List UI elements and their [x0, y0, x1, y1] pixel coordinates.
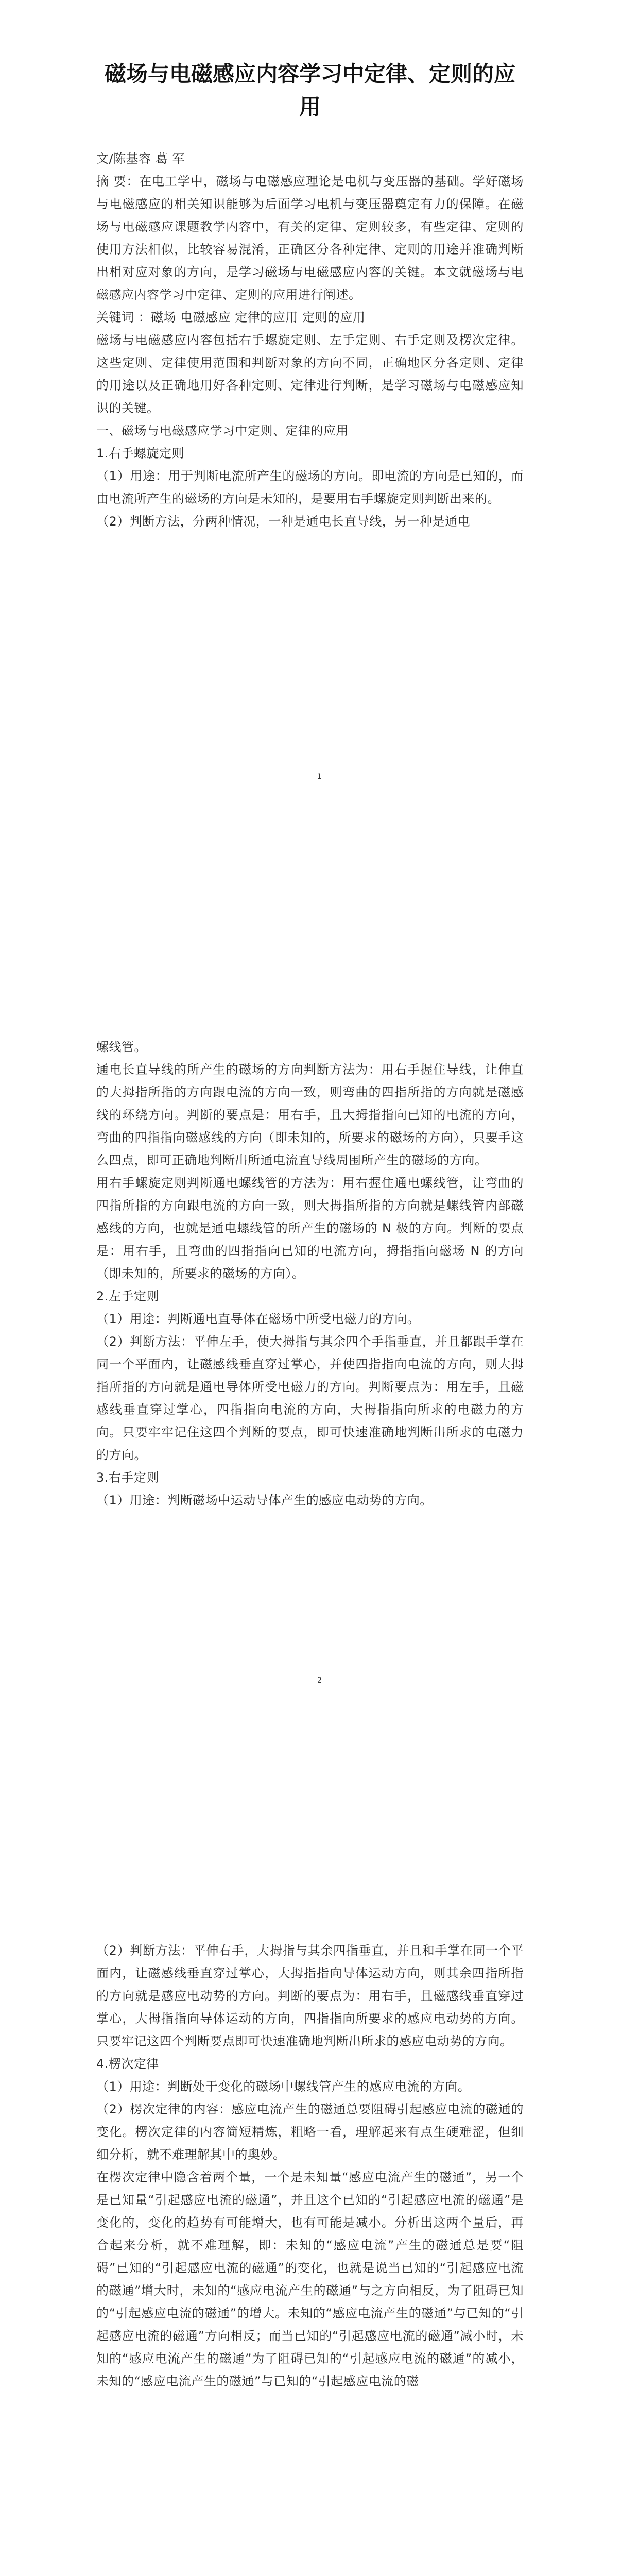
left-hand-method: （2）判断方法：平伸左手，使大拇指与其余四个手指垂直，并且都跟手掌在同一个平面内，让磁感线垂直穿过掌心，并使四指指向电流的方向，则大拇指所指的方向就是通电导体所受电磁力的方向。判断要点为：用左手，且磁感线垂直穿过掌心，四指指向电流的方向，大拇指指向所求的电磁力的方向。只要牢牢记住这四个判断的要点，即可快速准确地判断出所求的电磁力的方向。	[96, 1334, 524, 1462]
right-hand-method: （2）判断方法：平伸右手，大拇指与其余四指垂直，并且和手掌在同一个平面内，让磁感线垂直穿过掌心，大拇指指向导体运动方向，则其余四指所指的方向就是感应电动势的方向。判断的要点为：用右手，且磁感线垂直穿过掌心，大拇指指向导体运动的方向，四指指向所要求的感应电动势的方向。只要牢记这四个判断要点即可快速准确地判断出所求的感应电动势的方向。	[96, 1943, 524, 2048]
subsection-heading-lenz: 4.楞次定律	[96, 2057, 159, 2071]
lenz-use: （1）用途：判断处于变化的磁场中螺线管产生的感应电流的方向。	[96, 2079, 471, 2094]
page-number: 1	[317, 773, 322, 781]
right-hand-screw-method-b: 螺线管。	[96, 1040, 147, 1054]
page-2	[0, 904, 639, 1807]
page-3	[0, 1807, 639, 2576]
page-3-body	[96, 1939, 524, 2393]
right-hand-screw-method-a: （2）判断方法，分两种情况，一种是通电长直导线，另一种是通电	[96, 514, 471, 529]
subsection-heading-right-hand-screw: 1.右手螺旋定则	[96, 446, 184, 461]
subsection-heading-right-hand: 3.右手定则	[96, 1470, 159, 1485]
author-line: 文/陈基容 葛 军	[96, 151, 185, 166]
right-hand-screw-use: （1）用途：用于判断电流所产生的磁场的方向。即电流的方向是已知的，而由电流所产生的磁场的方向是未知的，是要用右手螺旋定则判断出来的。	[96, 469, 524, 506]
page-title: 磁场与电磁感应内容学习中定律、定则的应用	[104, 61, 515, 120]
page-number: 2	[317, 1676, 322, 1685]
subsection-heading-left-hand: 2.左手定则	[96, 1289, 159, 1303]
page-2-body	[96, 1036, 524, 1512]
lenz-analysis-a: 在楞次定律中隐含着两个量，一个是未知量“感应电流产生的磁通”，另一个是已知量“引起感应电流的磁通”，并且这个已知的“引起感应电流的磁通”是变化的，变化的趋势有可能增大，也有可能是减小。分析出这两个量后，再合起来分析，就不难理解，即：未知的“感应电流”产生的磁通总是要“阻碍”已知的“引起感应电流的磁通”的变化，也就是说当已知的“引起感应电流的磁通”增大时，未知的“感应电流产生的磁通”与之方向相反，为了阻碍已知的“引起感应电流的磁通”的增大。未知的“感应电流产生的磁通”与已知的“引起感应电流的磁通”方向相反；而当已知的“引起感应电流的磁通”减小时，未知的“感应电流产生的磁通”为了阻碍已知的“引起感应电流的磁通”的减小，未知的“感应电流产生的磁通”与已知的“引起感应电流的磁	[96, 2170, 524, 2388]
page-1-body	[96, 147, 524, 533]
straight-wire-paragraph: 通电长直导线的所产生的磁场的方向判断方法为：用右手握住导线，让伸直的大拇指所指的方向跟电流的方向一致，则弯曲的四指所指的方向就是磁感线的环绕方向。判断的要点是：用右手，且大拇指指向已知的电流的方向，弯曲的四指指向磁感线的方向（即未知的，所要求的磁场的方向），只要手这么四点，即可正确地判断出所通电流直导线周围所产生的磁场的方向。	[96, 1062, 524, 1167]
abstract: 摘 要：在电工学中，磁场与电磁感应理论是电机与变压器的基础。学好磁场与电磁感应的相关知识能够为后面学习电机与变压器奠定有力的保障。在磁场与电磁感应课题教学内容中，有关的定律、定则较多，有些定律、定则的使用方法相似，比较容易混淆，正确区分各种定律、定则的用途并准确判断出相对应对象的方向，是学习磁场与电磁感应内容的关键。本文就磁场与电磁感应内容学习中定律、定则的应用进行阐述。	[96, 174, 524, 302]
keywords: 关键词 ：磁场 电磁感应 定律的应用 定则的应用	[96, 310, 366, 325]
right-hand-use: （1）用途：判断磁场中运动导体产生的感应电动势的方向。	[96, 1493, 433, 1507]
intro-paragraph: 磁场与电磁感应内容包括右手螺旋定则、左手定则、右手定则及楞次定律。这些定则、定律使用范围和判断对象的方向不同，正确地区分各定则、定律的用途以及正确地用好各种定则、定律进行判断，是学习磁场与电磁感应知识的关键。	[96, 333, 524, 415]
section-heading-1: 一、磁场与电磁感应学习中定则、定律的应用	[96, 423, 349, 438]
left-hand-use: （1）用途：判断通电直导体在磁场中所受电磁力的方向。	[96, 1312, 420, 1326]
solenoid-paragraph: 用右手螺旋定则判断通电螺线管的方法为：用右握住通电螺线管，让弯曲的四指所指的方向跟电流的方向一致，则大拇指所指的方向就是螺线管内部磁感线的方向，也就是通电螺线管的所产生的磁场的 N 极的方向。判断的要点是：用右手，且弯曲的四指指向已知的电流方向，拇指指向磁场 N 的方向（即未知的，所要求的磁场的方向）。	[96, 1176, 524, 1281]
lenz-content: （2）楞次定律的内容：感应电流产生的磁通总要阻碍引起感应电流的磁通的变化。楞次定律的内容简短精炼，粗略一看，理解起来有点生硬难涩，但细细分析，就不难理解其中的奥妙。	[96, 2102, 524, 2162]
page-1	[0, 0, 639, 904]
